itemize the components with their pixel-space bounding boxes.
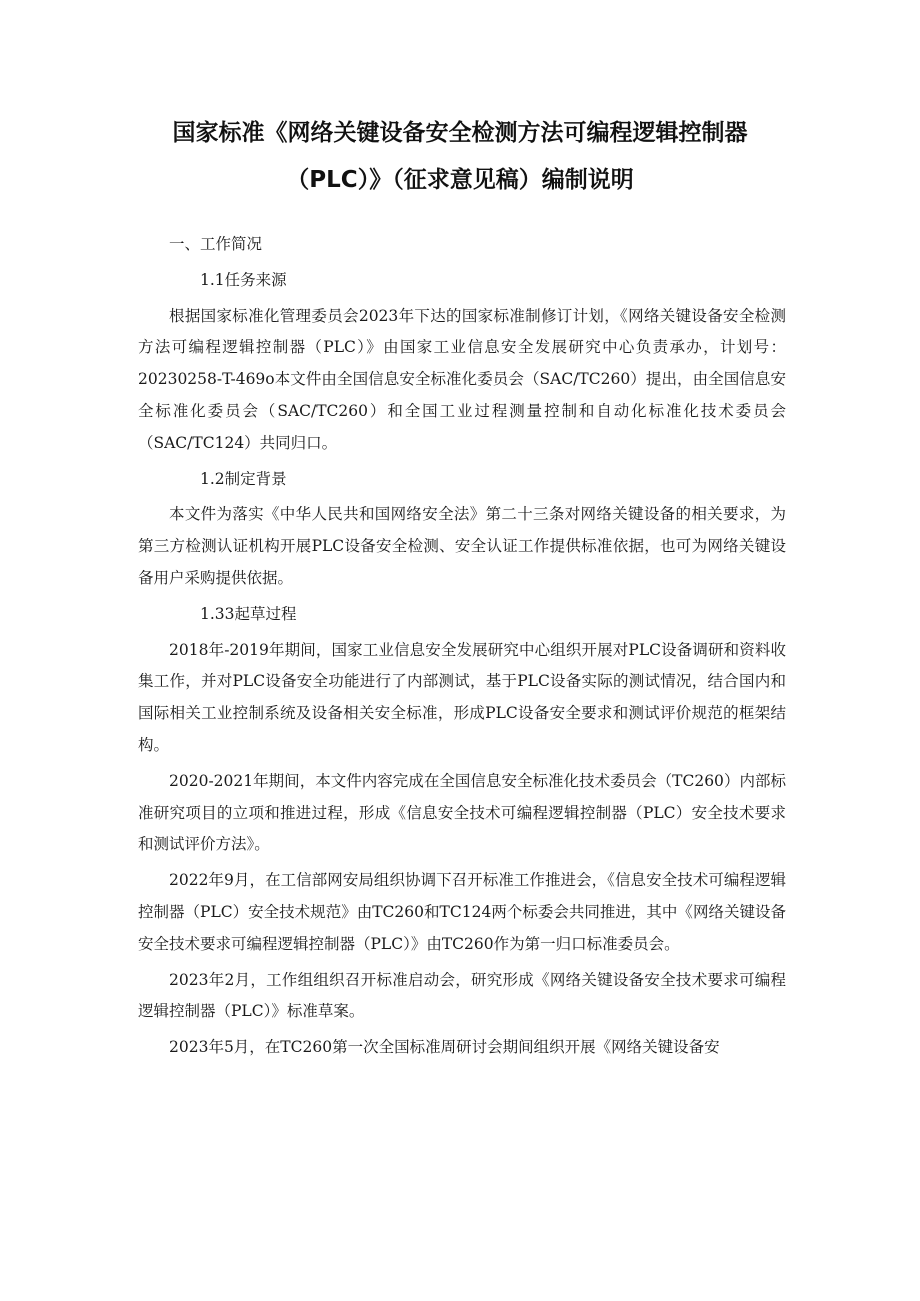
subsection-title: 3起草过程: [224, 604, 297, 623]
document-body: [138, 229, 786, 1068]
subsection-title: 制定背景: [224, 469, 287, 488]
paragraph-background: 本文件为落实《中华人民共和国网络安全法》第二十三条对网络关键设备的相关要求，为第三方检测认证机构开展PLC设备安全检测、安全认证工作提供标准依据，也可为网络关键设备用户采购提供依据。: [138, 505, 786, 587]
document-title-line-2: （PLC）》（征求意见稿）编制说明: [286, 167, 634, 193]
paragraph-drafting-2020: 2020-2021年期间，本文件内容完成在全国信息安全标准化技术委员会（TC260）内部标准研究项目的立项和推进过程，形成《信息安全技术可编程逻辑控制器（PLC）安全技术要求和测试评价方法》。: [138, 771, 786, 854]
paragraph-drafting-2023-may: 2023年5月，在TC260第一次全国标准周研讨会期间组织开展《网络关键设备安: [169, 1038, 720, 1057]
subsection-title: 任务来源: [224, 270, 287, 289]
paragraph-drafting-2022: 2022年9月，在工信部网安局组织协调下召开标准工作推进会，《信息安全技术可编程逻辑控制器（PLC）安全技术规范》由TC260和TC124两个标委会共同推进，其中《网络关键设备安全技术要求可编程逻辑控制器（PLC）》由TC260作为第一归口标准委员会。: [138, 871, 786, 953]
subsection-heading-drafting-process: [138, 599, 786, 631]
subsection-heading-task-source: [138, 265, 786, 297]
subsection-heading-background: [138, 464, 786, 496]
subsection-number: 1.3: [200, 604, 225, 623]
subsection-number: 1.1: [200, 270, 225, 289]
subsection-number: 1.2: [200, 469, 225, 488]
paragraph-drafting-2023-feb: 2023年2月，工作组组织召开标准启动会，研究形成《网络关键设备安全技术要求可编程逻辑控制器（PLC）》标准草案。: [138, 970, 786, 1021]
paragraph-drafting-2018: 2018年-2019年期间，国家工业信息安全发展研究中心组织开展对PLC设备调研和资料收集工作，并对PLC设备安全功能进行了内部测试，基于PLC设备实际的测试情况，结合国内和国际相关工业控制系统及设备相关安全标准，形成PLC设备安全要求和测试评价规范的框架结构。: [138, 640, 786, 754]
document-title-line-1: 国家标准《网络关键设备安全检测方法可编程逻辑控制器: [172, 120, 748, 146]
section-heading-work-overview: 一、工作简况: [169, 235, 263, 253]
paragraph-task-source: 根据国家标准化管理委员会2023年下达的国家标准制修订计划，《网络关键设备安全检测方法可编程逻辑控制器（PLC）》由国家工业信息安全发展研究中心负责承办，计划号：20230258-T-469o本文件由全国信息安全标准化委员会（SAC/TC260）提出，由全国信息安全标准化委员会（SAC/TC260）和全国工业过程测量控制和自动化标准化技术委员会（SAC/TC124）共同归口。: [138, 306, 786, 452]
